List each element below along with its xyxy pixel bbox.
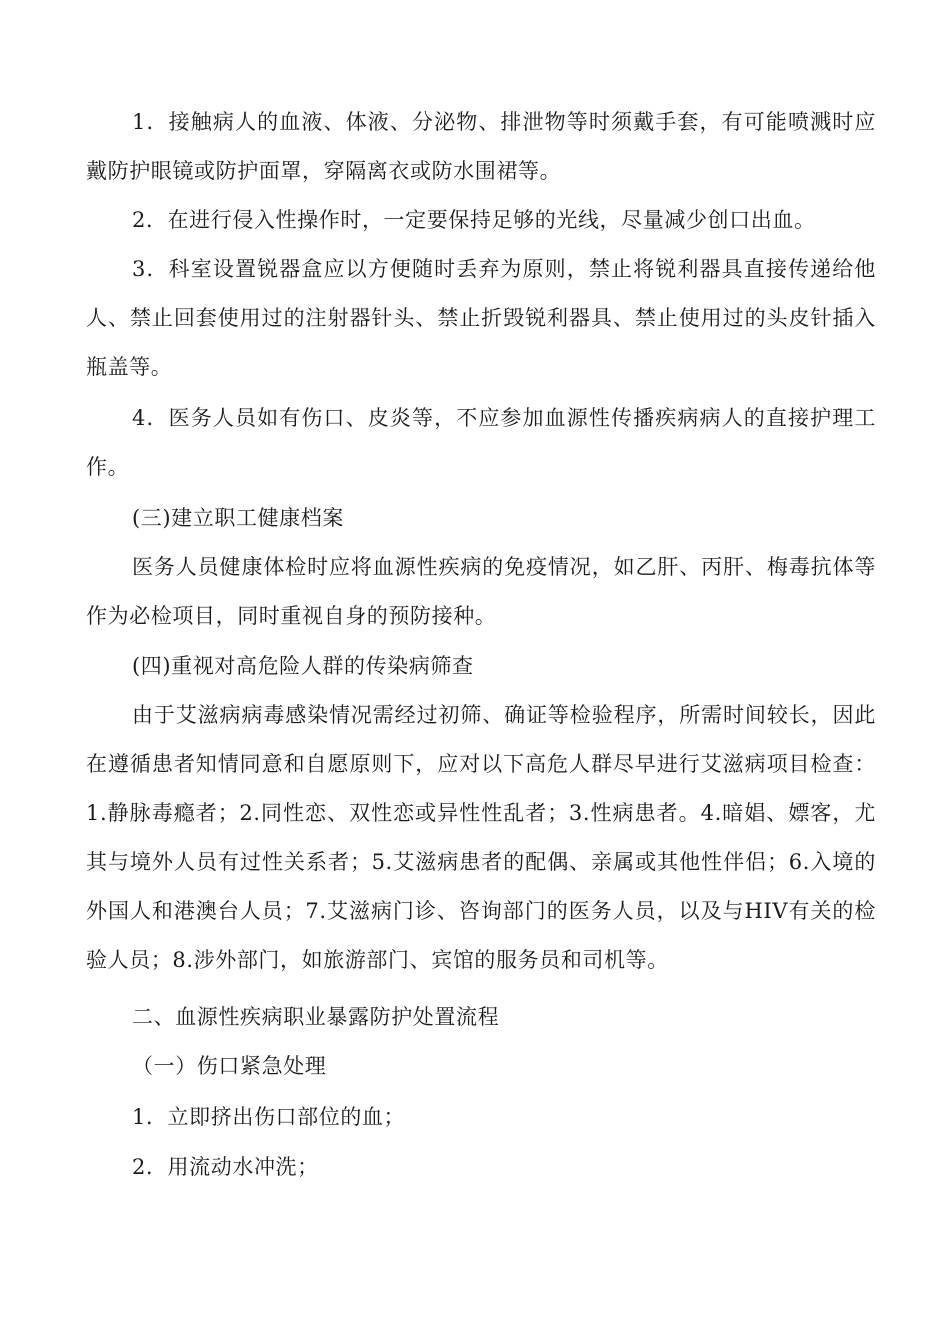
paragraph-3: 3．科室设置锐器盒应以方便随时丢弃为原则，禁止将锐利器具直接传递给他人、禁止回套使用过的注射器针头、禁止折毁锐利器具、禁止使用过的头皮针插入瓶盖等。 (86, 257, 876, 379)
paragraph-5: 医务人员健康体检时应将血源性疾病的免疫情况，如乙肝、丙肝、梅毒抗体等作为必检项目，同时重视自身的预防接种。 (86, 555, 876, 628)
paragraph-2: 2．在进行侵入性操作时，一定要保持足够的光线，尽量减少创口出血。 (132, 208, 816, 232)
subsection-heading-1: （一）伤口紧急处理 (132, 1054, 327, 1078)
step-1: 1．立即挤出伤口部位的血； (132, 1105, 406, 1129)
section-heading-2: 二、血源性疾病职业暴露防护处置流程 (132, 1005, 500, 1029)
section-heading-3: (三)建立职工健康档案 (132, 506, 344, 530)
step-2: 2．用流动水冲洗； (132, 1155, 319, 1179)
section-heading-4: (四)重视对高危险人群的传染病筛查 (132, 654, 474, 678)
paragraph-6: 由于艾滋病病毒感染情况需经过初筛、确证等检验程序，所需时间较长，因此在遵循患者知情同意和自愿原则下，应对以下高危人群尽早进行艾滋病项目检查：1.静脉毒瘾者；2.同性恋、双性恋或异性性乱者；3.性病患者。4.暗娼、嫖客，尤其与境外人员有过性关系者；5.艾滋病患者的配偶、亲属或其他性伴侣；6.入境的外国人和港澳台人员；7.艾滋病门诊、咨询部门的医务人员，以及与HIV有关的检验人员；8.涉外部门，如旅游部门、宾馆的服务员和司机等。 (86, 703, 876, 972)
paragraph-1: 1．接触病人的血液、体液、分泌物、排泄物等时须戴手套，有可能喷溅时应戴防护眼镜或防护面罩，穿隔离衣或防水围裙等。 (86, 110, 876, 183)
paragraph-4: 4．医务人员如有伤口、皮炎等，不应参加血源性传播疾病病人的直接护理工作。 (86, 406, 876, 479)
